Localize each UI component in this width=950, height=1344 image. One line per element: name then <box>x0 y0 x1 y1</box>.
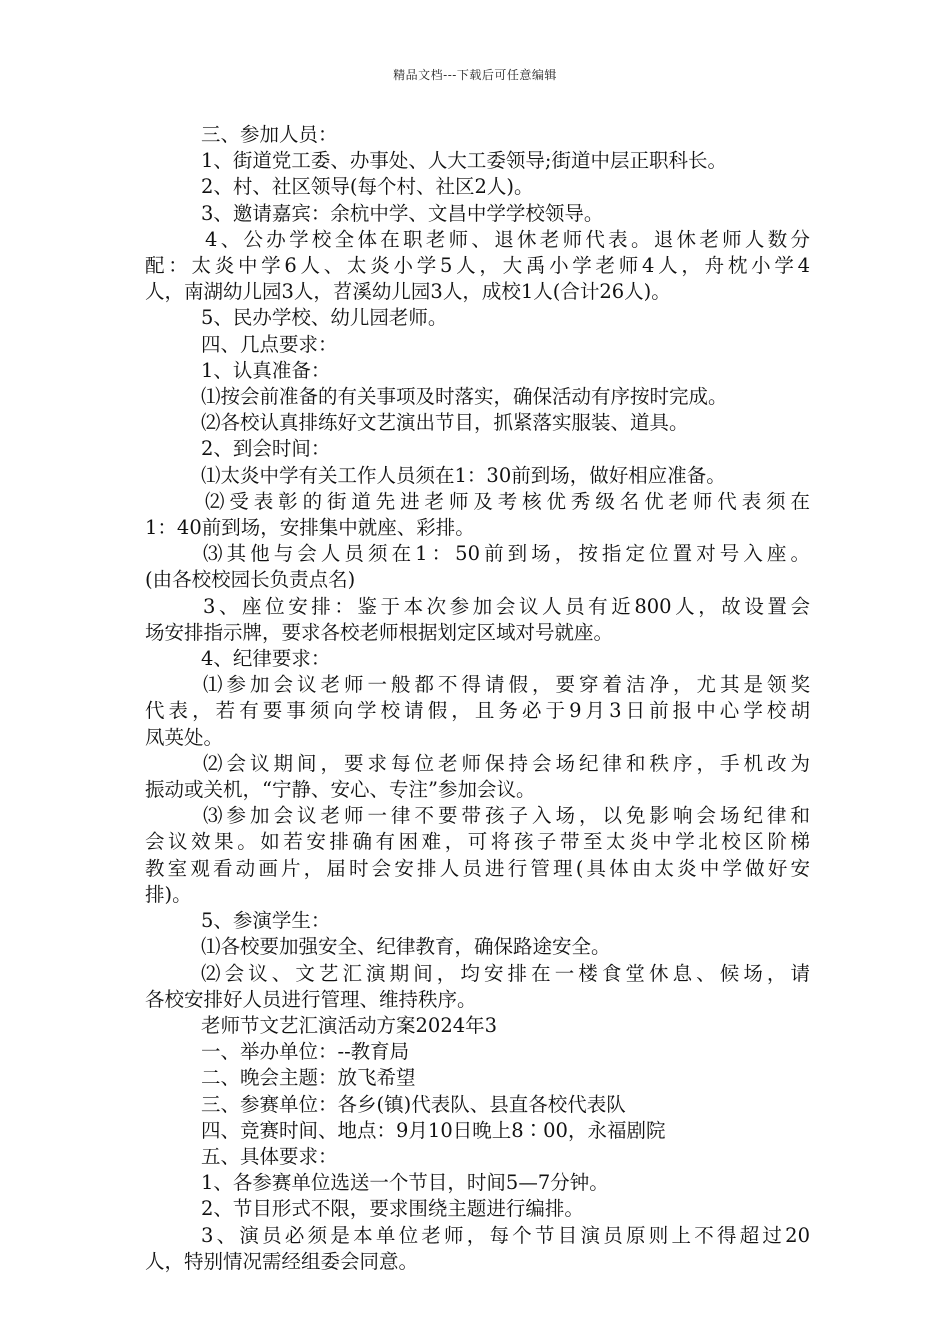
paragraph-line: 会议效果。如若安排确有困难，可将孩子带至太炎中学北校区阶梯 <box>145 830 810 854</box>
paragraph-line: ⑵受表彰的街道先进老师及考核优秀级名优老师代表须在 <box>205 489 810 513</box>
paragraph-line: 四、竞赛时间、地点：9月10日晚上8∶00，永福剧院 <box>201 1118 666 1142</box>
paragraph-line: 代表，若有要事须向学校请假，且务必于9月3日前报中心学校胡 <box>145 699 810 723</box>
paragraph-line: ⑴各校要加强安全、纪律教育，确保路途安全。 <box>201 935 611 959</box>
paragraph-line: 振动或关机，“宁静、安心、专注”参加会议。 <box>145 778 536 802</box>
paragraph-line: ⑴太炎中学有关工作人员须在1：30前到场，做好相应准备。 <box>201 463 726 487</box>
paragraph-line: 1、各参赛单位选送一个节目，时间5—7分钟。 <box>201 1171 609 1195</box>
paragraph-line: ⑶参加会议老师一律不要带孩子入场，以免影响会场纪律和 <box>203 804 810 828</box>
paragraph-line: ⑵会议期间，要求每位老师保持会场纪律和秩序，手机改为 <box>203 751 810 775</box>
paragraph-line: 人，南湖幼儿园3人，苕溪幼儿园3人，成校1人(合计26人)。 <box>145 280 671 304</box>
paragraph-line: 二、晚会主题：放飞希望 <box>201 1066 416 1090</box>
document-body <box>145 122 810 1275</box>
paragraph-line: (由各校校园长负责点名) <box>145 568 356 592</box>
paragraph-line: 一、举办单位：--教育局 <box>201 1040 410 1064</box>
paragraph-line: 5、参演学生： <box>201 909 331 933</box>
paragraph-line: 教室观看动画片，届时会安排人员进行管理(具体由太炎中学做好安 <box>145 856 810 880</box>
paragraph-line: 3、演员必须是本单位老师，每个节目演员原则上不得超过20 <box>201 1223 810 1247</box>
paragraph-line: 4、纪律要求： <box>201 647 331 671</box>
paragraph-line: 2、节目形式不限，要求围绕主题进行编排。 <box>201 1197 584 1221</box>
paragraph-line: 5、民办学校、幼儿园老师。 <box>201 306 448 330</box>
paragraph-line: 3、座位安排：鉴于本次参加会议人员有近800人，故设置会 <box>203 594 810 618</box>
paragraph-line: ⑵各校认真排练好文艺演出节目，抓紧落实服装、道具。 <box>201 411 689 435</box>
paragraph-line: ⑴参加会议老师一般都不得请假，要穿着洁净，尤其是领奖 <box>203 673 810 697</box>
paragraph-line: 2、村、社区领导(每个村、社区2人)。 <box>201 175 534 199</box>
subtitle-line: 老师节文艺汇演活动方案2024年3 <box>201 1013 498 1037</box>
paragraph-line: 4、公办学校全体在职老师、退休老师代表。退休老师人数分 <box>205 227 810 251</box>
paragraph-line: ⑶其他与会人员须在1：50前到场，按指定位置对号入座。 <box>203 542 810 566</box>
paragraph-line: ⑴按会前准备的有关事项及时落实，确保活动有序按时完成。 <box>201 385 728 409</box>
paragraph-line: 场安排指示牌，要求各校老师根据划定区域对号就座。 <box>145 620 614 644</box>
paragraph-line: 三、参赛单位：各乡(镇)代表队、县直各校代表队 <box>201 1092 626 1116</box>
paragraph-line: 1、街道党工委、办事处、人大工委领导;街道中层正职科长。 <box>201 149 727 173</box>
paragraph-line: 1、认真准备： <box>201 358 331 382</box>
paragraph-line: 3、邀请嘉宾：余杭中学、文昌中学学校领导。 <box>201 201 604 225</box>
paragraph-line: 凤英处。 <box>145 725 224 749</box>
paragraph-line: 1：40前到场，安排集中就座、彩排。 <box>145 516 475 540</box>
section-heading: 四、几点要求： <box>201 332 338 356</box>
paragraph-line: 排)。 <box>145 882 192 906</box>
paragraph-line: 配：太炎中学6人、太炎小学5人，大禹小学老师4人，舟枕小学4 <box>145 254 810 278</box>
paragraph-line: 各校安排好人员进行管理、维持秩序。 <box>145 987 477 1011</box>
header-note: 精品文档---下载后可任意编辑 <box>393 68 557 82</box>
paragraph-line: 2、到会时间： <box>201 437 331 461</box>
paragraph-line: 五、具体要求： <box>201 1144 338 1168</box>
paragraph-line: 人，特别情况需经组委会同意。 <box>145 1249 419 1273</box>
section-heading: 三、参加人员： <box>201 123 338 146</box>
paragraph-line: ⑵会议、文艺汇演期间，均安排在一楼食堂休息、候场，请 <box>201 961 810 985</box>
